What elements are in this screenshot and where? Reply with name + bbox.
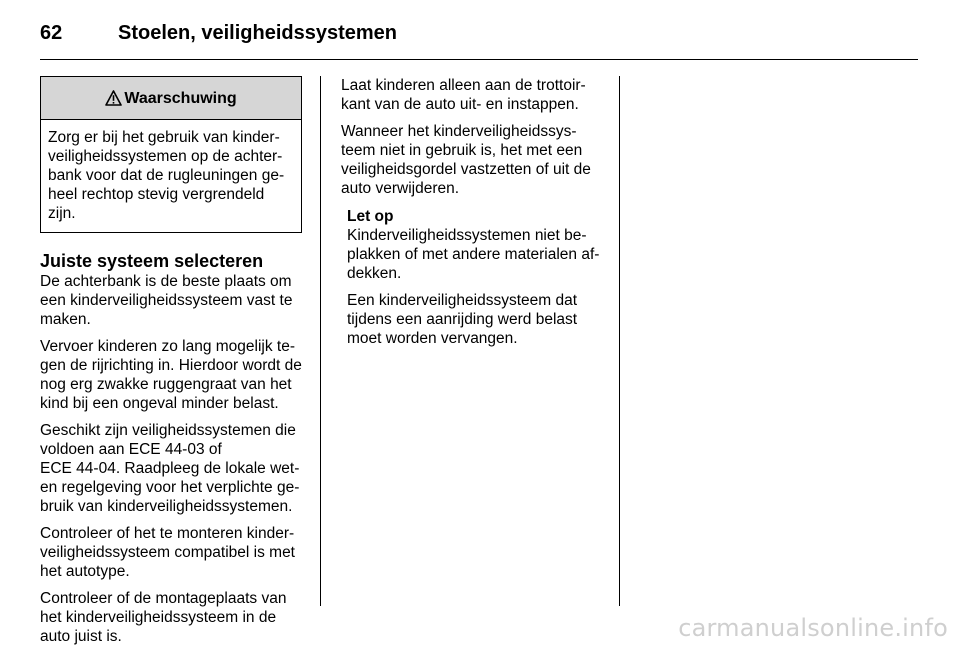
text-line: het kinderveiligheidssysteem in de — [40, 609, 277, 626]
warning-title: Waarschuwing — [124, 89, 237, 107]
text-line: een kinderveiligheidssysteem vast te — [40, 292, 293, 309]
text-line: teem niet in gebruik is, het met een — [341, 142, 583, 159]
page-number: 62 — [40, 21, 63, 44]
column-divider-right — [619, 76, 620, 606]
paragraph — [40, 524, 302, 581]
text-line: veiligheidssysteem compatibel is met — [40, 544, 295, 561]
header-rule — [40, 59, 918, 60]
text-line: voldoen aan ECE 44-03 of — [40, 441, 222, 458]
text-line: Kinderveiligheidssystemen niet be- — [347, 227, 587, 244]
text-line: zijn. — [48, 205, 76, 222]
text-line: tijdens een aanrijding werd belast — [347, 311, 578, 328]
text-line: ECE 44-04. Raadpleeg de lokale wet- — [40, 460, 300, 477]
text-line: gen de rijrichting in. Hierdoor wordt de — [40, 357, 302, 374]
note-title: Let op — [347, 208, 394, 225]
warning-box — [40, 76, 302, 233]
text-line: heel rechtop stevig vergrendeld — [48, 186, 265, 203]
paragraph — [40, 337, 302, 413]
text-line: en regelgeving voor het verplichte ge- — [40, 479, 300, 496]
paragraph — [40, 272, 302, 329]
text-line: nog erg zwakke ruggengraat van het — [40, 376, 292, 393]
text-line: Zorg er bij het gebruik van kinder- — [48, 129, 280, 146]
note-block — [341, 208, 603, 348]
text-line: Vervoer kinderen zo lang mogelijk te- — [40, 338, 296, 355]
watermark: carmanualsonline.info — [678, 614, 948, 642]
text-line: Wanneer het kinderveiligheidssys- — [341, 123, 577, 140]
warning-header — [41, 77, 301, 120]
warning-text — [41, 120, 301, 232]
section-title: Juiste systeem selecteren — [40, 251, 264, 271]
paragraph — [40, 589, 302, 646]
text-line: veiligheidsgordel vastzetten of uit de — [341, 161, 591, 178]
left-column — [40, 76, 302, 654]
text-line: kant van de auto uit- en instappen. — [341, 96, 579, 113]
text-line: dekken. — [347, 265, 402, 282]
text-line: bruik van kinderveiligheidssystemen. — [40, 498, 293, 515]
paragraph — [347, 226, 603, 283]
column-divider-left — [320, 76, 321, 606]
text-line: plakken of met andere materialen af- — [347, 246, 600, 263]
paragraph — [40, 421, 302, 516]
text-line: Geschikt zijn veiligheidssystemen die — [40, 422, 296, 439]
text-line: bank voor dat de rugleuningen ge- — [48, 167, 285, 184]
page-header — [40, 16, 397, 50]
paragraph — [341, 122, 603, 198]
text-line: moet worden vervangen. — [347, 330, 518, 347]
paragraph — [341, 76, 603, 114]
text-line: De achterbank is de beste plaats om — [40, 273, 292, 290]
text-line: Controleer of de montageplaats van — [40, 590, 287, 607]
page-title: Stoelen, veiligheidssystemen — [118, 21, 397, 44]
paragraph — [347, 291, 603, 348]
text-line: veiligheidssystemen op de achter- — [48, 148, 283, 165]
text-line: auto verwijderen. — [341, 180, 460, 197]
text-line: auto juist is. — [40, 628, 122, 645]
text-line: Controleer of het te monteren kinder- — [40, 525, 295, 542]
middle-column — [341, 76, 603, 356]
text-line: kind bij een ongeval minder belast. — [40, 395, 279, 412]
warning-triangle-icon — [105, 90, 122, 106]
text-line: Een kinderveiligheidssysteem dat — [347, 292, 578, 309]
text-line: maken. — [40, 311, 91, 328]
text-line: het autotype. — [40, 563, 130, 580]
text-line: Laat kinderen alleen aan de trottoir- — [341, 77, 586, 94]
